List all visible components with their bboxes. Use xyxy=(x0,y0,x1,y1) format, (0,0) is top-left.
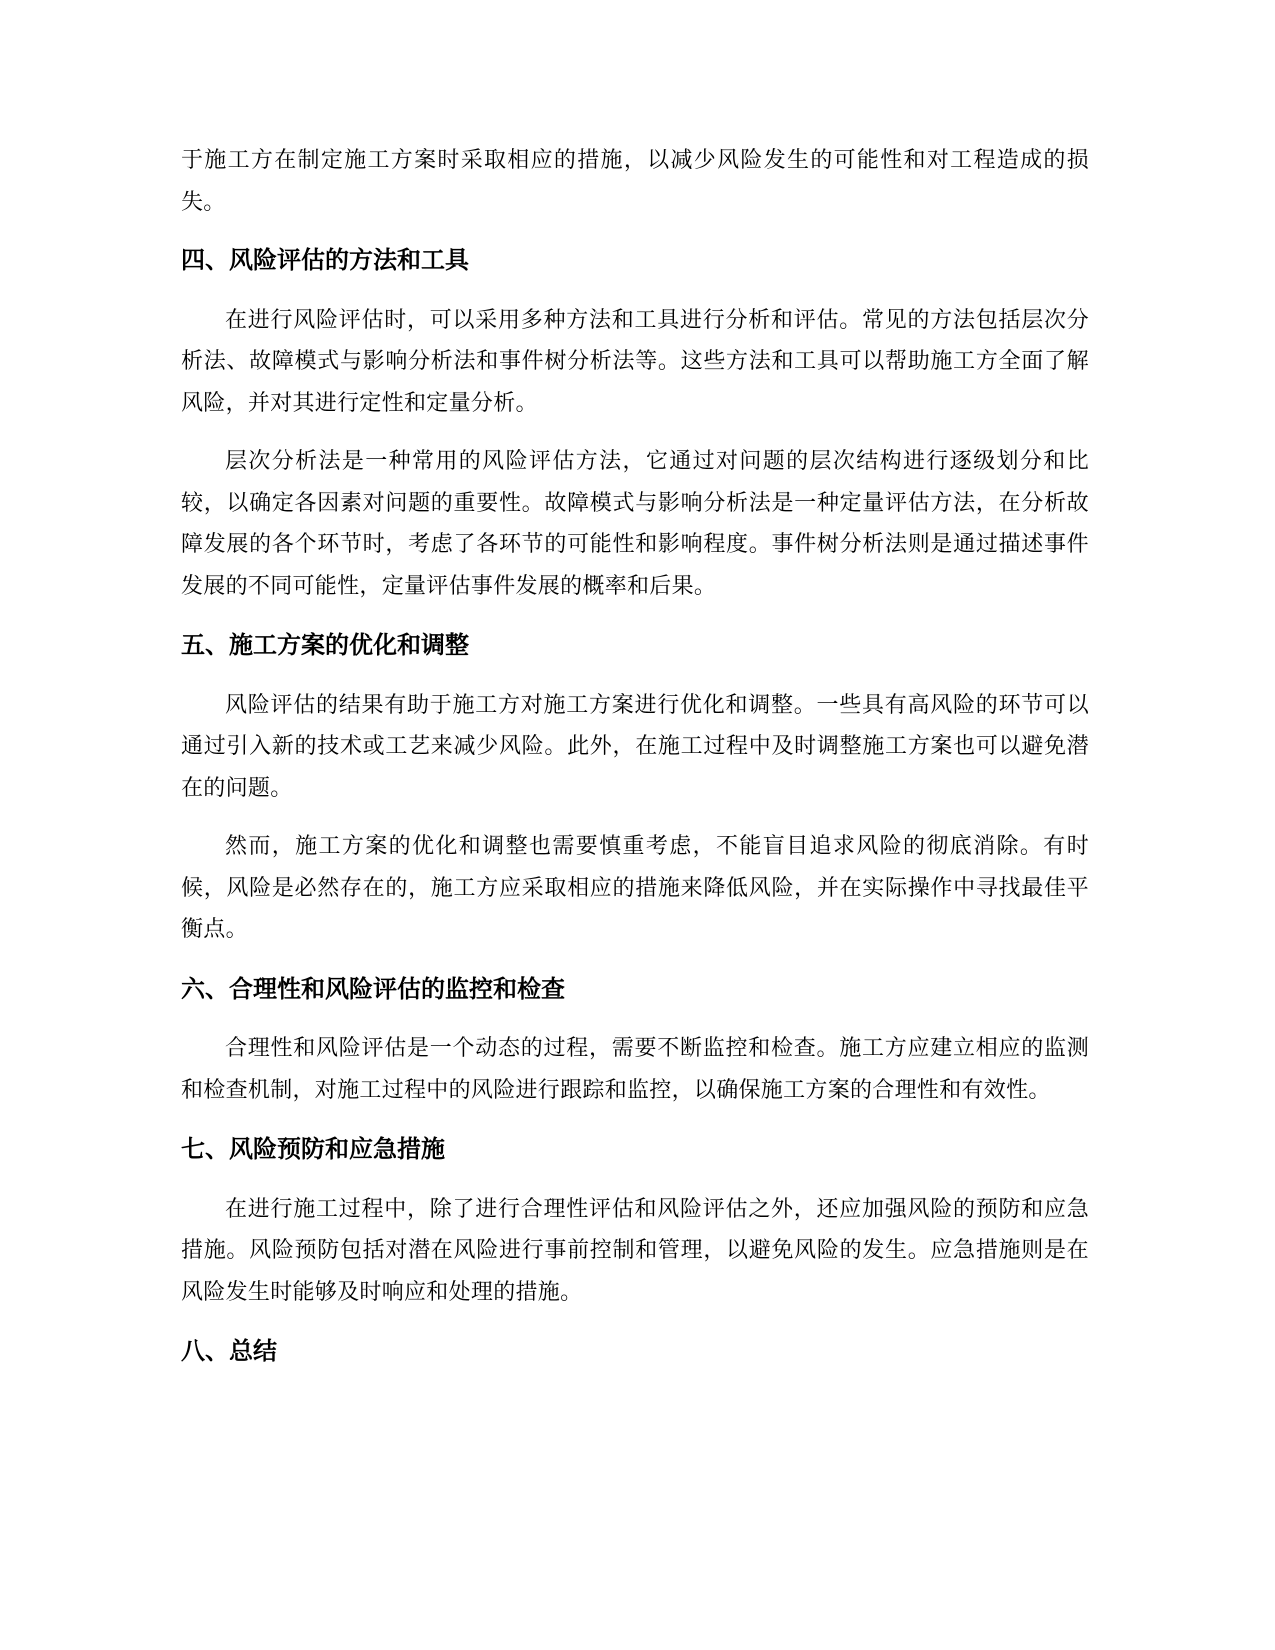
continuation-paragraph: 于施工方在制定施工方案时采取相应的措施，以减少风险发生的可能性和对工程造成的损失。 xyxy=(181,148,1089,215)
section-6 xyxy=(181,969,1089,1112)
section-8 xyxy=(181,1331,1089,1373)
section-4 xyxy=(181,240,1089,607)
section-paragraph: 风险评估的结果有助于施工方对施工方案进行优化和调整。一些具有高风险的环节可以通过引入新的技术或工艺来减少风险。此外，在施工过程中及时调整施工方案也可以避免潜在的问题。 xyxy=(181,692,1089,801)
section-heading: 七、风险预防和应急措施 xyxy=(181,1135,445,1163)
section-paragraph: 层次分析法是一种常用的风险评估方法，它通过对问题的层次结构进行逐级划分和比较，以确定各因素对问题的重要性。故障模式与影响分析法是一种定量评估方法，在分析故障发展的各个环节时，考虑了各环节的可能性和影响程度。事件树分析法则是通过描述事件发展的不同可能性，定量评估事件发展的概率和后果。 xyxy=(181,449,1089,599)
section-heading: 六、合理性和风险评估的监控和检查 xyxy=(181,974,565,1003)
section-paragraph: 然而，施工方案的优化和调整也需要慎重考虑，不能盲目追求风险的彻底消除。有时候，风险是必然存在的，施工方应采取相应的措施来降低风险，并在实际操作中寻找最佳平衡点。 xyxy=(181,834,1089,942)
section-7 xyxy=(181,1129,1089,1313)
section-heading: 八、总结 xyxy=(181,1337,277,1365)
section-heading: 四、风险评估的方法和工具 xyxy=(181,246,469,274)
section-paragraph: 合理性和风险评估是一个动态的过程，需要不断监控和检查。施工方应建立相应的监测和检查机制，对施工过程中的风险进行跟踪和监控，以确保施工方案的合理性和有效性。 xyxy=(181,1036,1089,1103)
section-5 xyxy=(181,625,1089,951)
section-paragraph: 在进行施工过程中，除了进行合理性评估和风险评估之外，还应加强风险的预防和应急措施。风险预防包括对潜在风险进行事前控制和管理，以避免风险的发生。应急措施则是在风险发生时能够及时响应和处理的措施。 xyxy=(181,1196,1089,1305)
section-paragraph: 在进行风险评估时，可以采用多种方法和工具进行分析和评估。常见的方法包括层次分析法、故障模式与影响分析法和事件树分析法等。这些方法和工具可以帮助施工方全面了解风险，并对其进行定性和定量分析。 xyxy=(181,307,1089,416)
document-page xyxy=(181,140,1089,1391)
section-heading: 五、施工方案的优化和调整 xyxy=(181,631,469,659)
